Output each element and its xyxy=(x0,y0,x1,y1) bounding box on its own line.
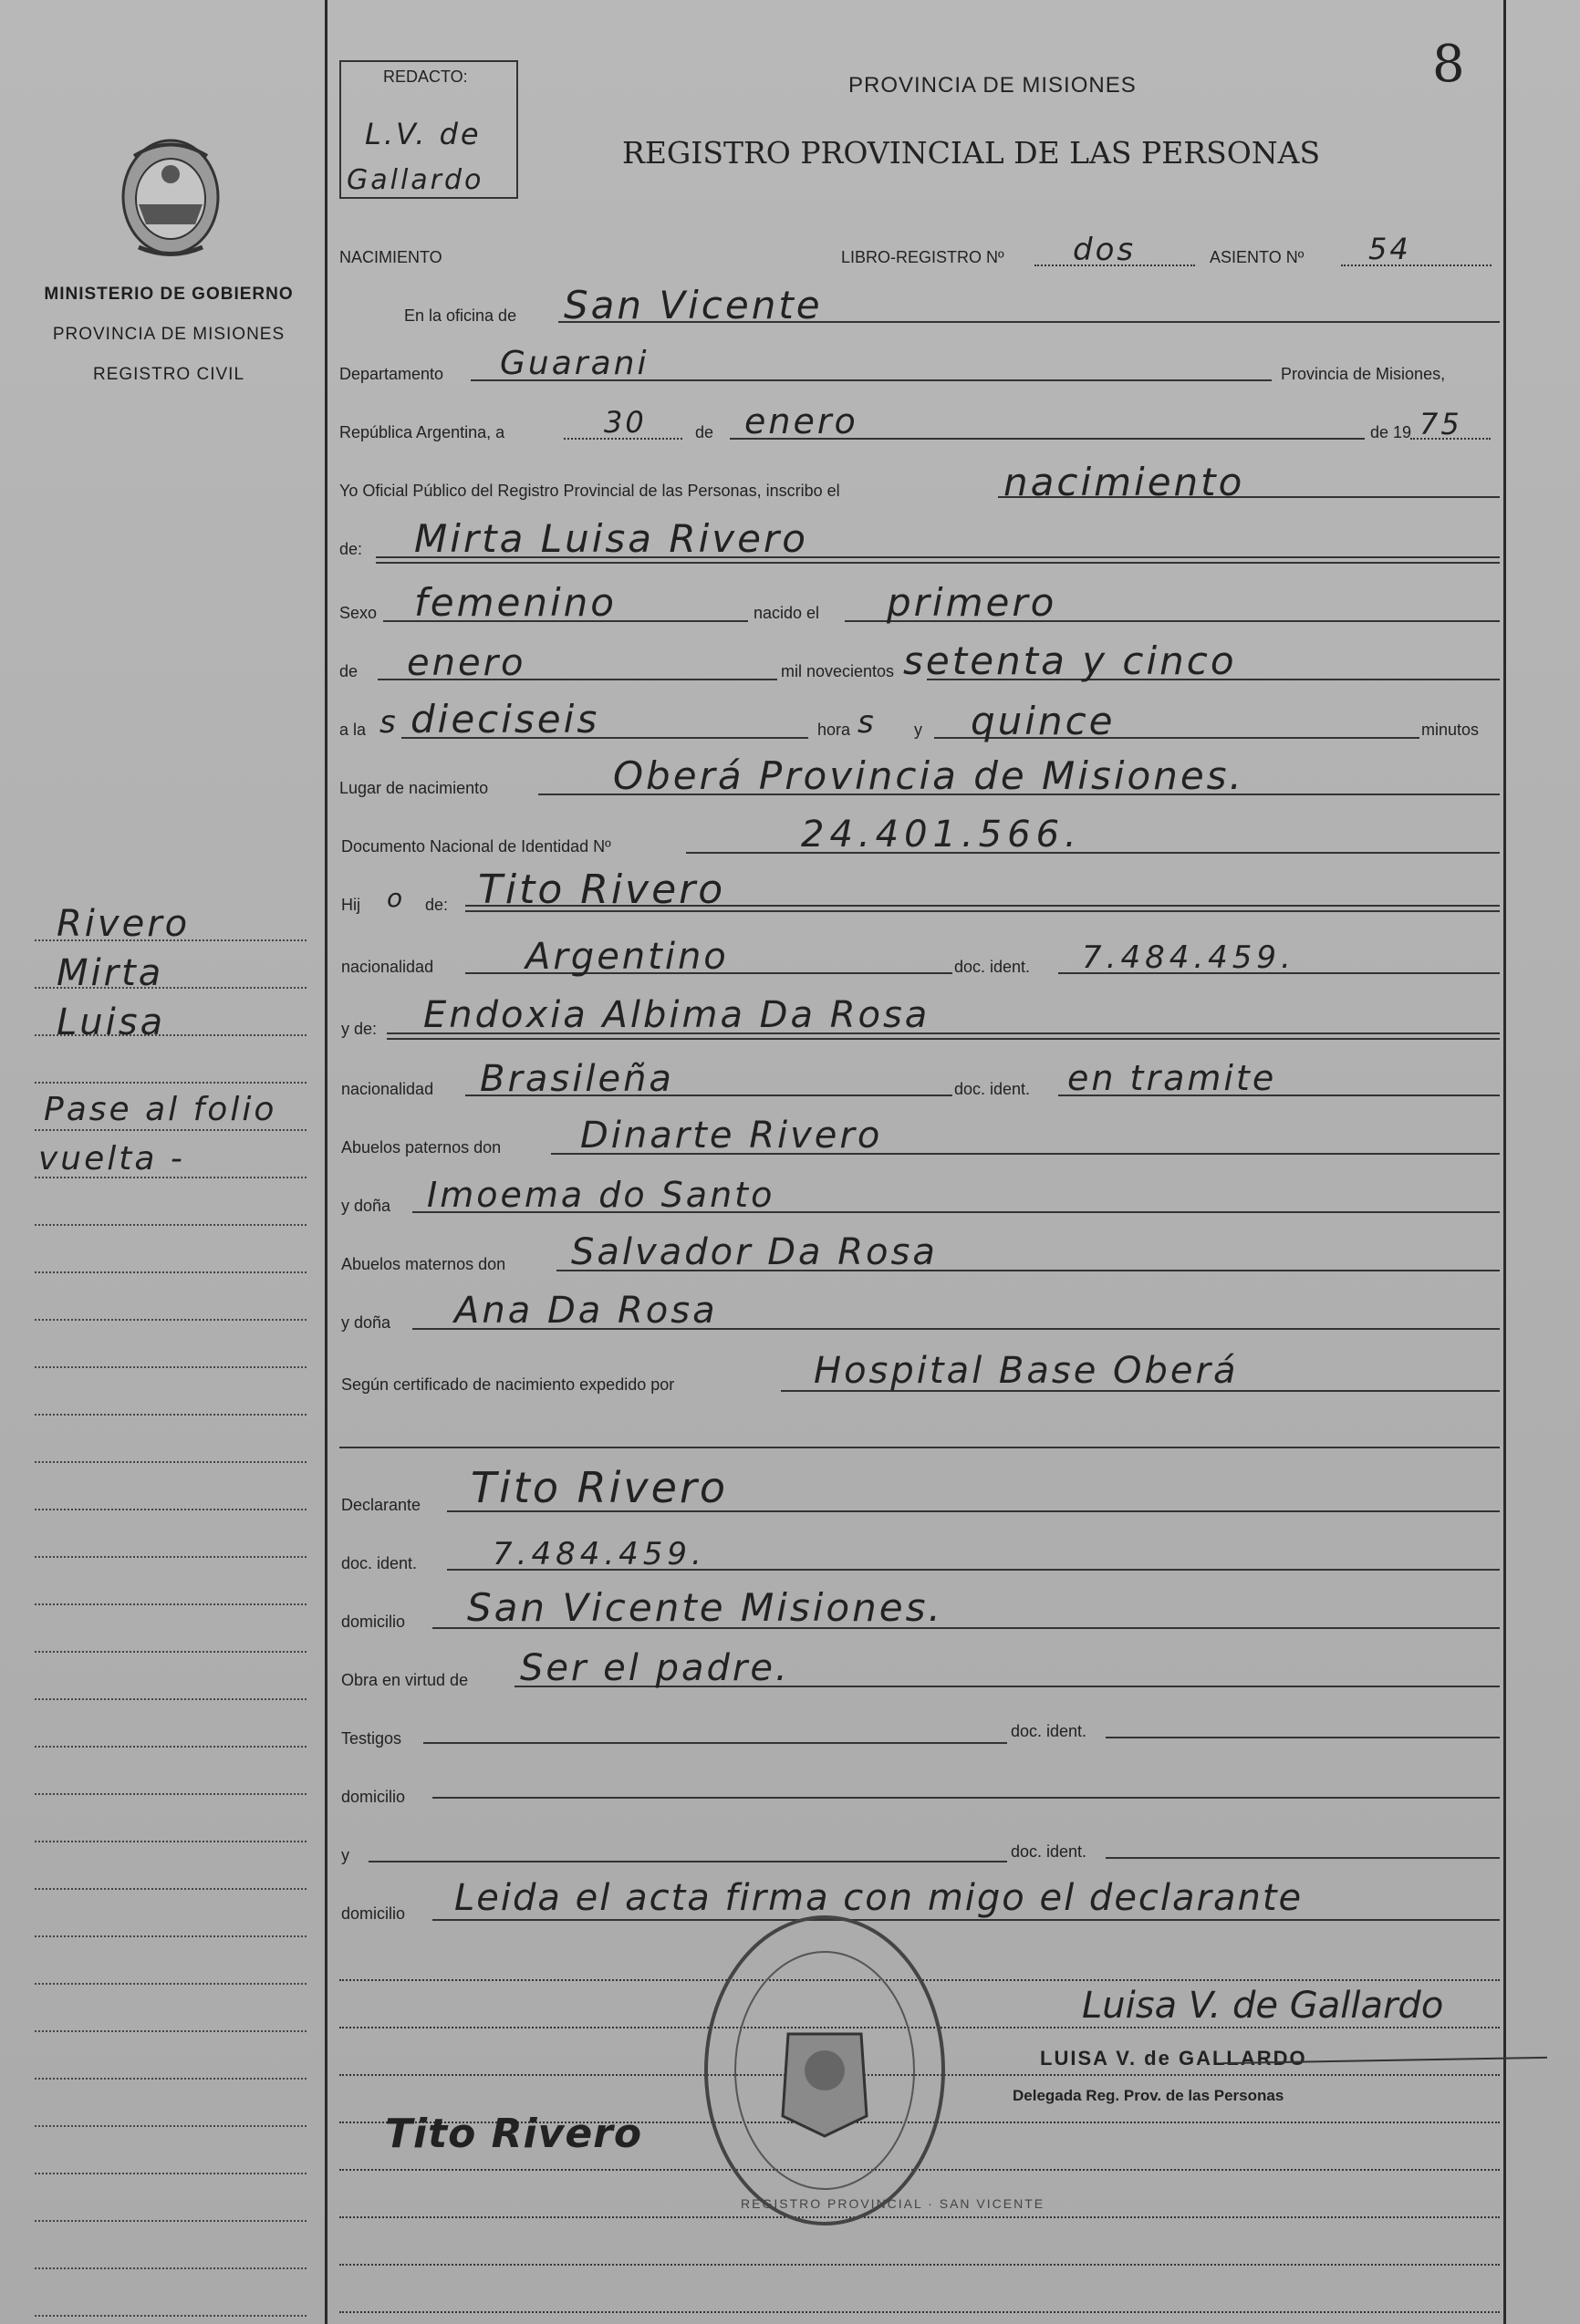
dni-label: Documento Nacional de Identidad Nº xyxy=(341,837,611,856)
madre-doc-value: en tramite xyxy=(1067,1058,1277,1098)
seal-text: REGISTRO PROVINCIAL · SAN VICENTE xyxy=(741,2196,1045,2211)
cert-value: Hospital Base Oberá xyxy=(814,1350,1239,1392)
de-mes-label: de xyxy=(339,662,359,680)
anio-label: de 19 xyxy=(1370,423,1412,441)
redacto-surname: Gallardo xyxy=(347,164,484,196)
minutos-label: minutos xyxy=(1421,721,1480,739)
oficina-label: En la oficina de xyxy=(404,306,517,325)
nombre-value: Mirta Luisa Rivero xyxy=(414,516,808,561)
decl-dom-value: San Vicente Misiones. xyxy=(467,1585,943,1630)
decl-doc-value: 7.484.459. xyxy=(493,1536,706,1572)
de-nombre-label: de: xyxy=(339,540,363,558)
horas-label: hora xyxy=(817,721,851,739)
nacido-label: nacido el xyxy=(754,604,820,622)
oficial-label: Yo Oficial Público del Registro Provincial de las Personas, inscribo el xyxy=(339,482,840,500)
madre-line-double xyxy=(387,1038,1500,1040)
redacto-label: REDACTO: xyxy=(383,67,468,86)
a-la-label: a la xyxy=(339,721,367,739)
sexo-value: femenino xyxy=(414,580,617,625)
margin-firstname: Mirta xyxy=(57,952,164,994)
redacto-initials: L.V. de xyxy=(365,117,482,151)
oficina-value: San Vicente xyxy=(564,283,823,327)
acto-value: nacimiento xyxy=(1003,460,1245,504)
testigos-dom-line xyxy=(432,1797,1500,1799)
hijo-o-value: o xyxy=(387,883,406,913)
padre-doc-label: doc. ident. xyxy=(954,958,1031,976)
margin-middlename: Luisa xyxy=(57,1001,166,1043)
margin-transfer-note: Pase al folio xyxy=(44,1091,277,1128)
margin-line xyxy=(35,1983,307,1985)
testigo2-doc-label: doc. ident. xyxy=(1011,1842,1087,1861)
cert-label: Según certificado de nacimiento expedido por xyxy=(341,1375,675,1394)
margin-line xyxy=(35,2125,307,2127)
dni-value: 24.401.566. xyxy=(801,814,1082,856)
ab-mat-dona-label: y doña xyxy=(341,1313,391,1332)
provincia-label: Provincia de Misiones, xyxy=(1281,365,1446,383)
margin-line xyxy=(35,2315,307,2317)
padre-nac-label: nacionalidad xyxy=(341,958,434,976)
margin-line xyxy=(35,1793,307,1795)
margin-line xyxy=(35,1461,307,1463)
horas-s: s xyxy=(858,704,877,741)
decl-dom-label: domicilio xyxy=(341,1613,406,1631)
testigos-doc-label: doc. ident. xyxy=(1011,1722,1087,1740)
margin-line xyxy=(35,2078,307,2080)
testigo2-doc-line xyxy=(1106,1857,1500,1859)
de-label: de xyxy=(695,423,714,441)
testigos-dom-label: domicilio xyxy=(341,1788,406,1806)
ministry-heading: MINISTERIO DE GOBIERNO xyxy=(44,285,294,304)
sidebar-province: PROVINCIA DE MISIONES xyxy=(52,325,286,344)
departamento-value: Guarani xyxy=(500,345,650,382)
y2-label: y xyxy=(341,1846,349,1864)
madre-nac-label: nacionalidad xyxy=(341,1080,434,1098)
signature-line xyxy=(339,2264,1500,2266)
nac-mes-value: enero xyxy=(407,642,526,684)
min-value: quince xyxy=(971,699,1116,743)
cert-line-2 xyxy=(339,1447,1500,1448)
margin-line xyxy=(35,1414,307,1416)
ab-mat-dona-value: Ana Da Rosa xyxy=(454,1290,718,1332)
margin-line xyxy=(35,1509,307,1510)
nac-anio-value: setenta y cinco xyxy=(903,638,1237,683)
margin-line xyxy=(35,1651,307,1653)
libro-label: LIBRO-REGISTRO Nº xyxy=(841,248,1004,266)
closing-line xyxy=(432,1919,1500,1921)
padre-value: Tito Rivero xyxy=(478,866,726,913)
record-type: NACIMIENTO xyxy=(339,248,442,266)
margin-line xyxy=(35,2030,307,2032)
right-margin-line xyxy=(1503,0,1506,2324)
sidebar-office: REGISTRO CIVIL xyxy=(92,365,245,384)
dia-value: 30 xyxy=(604,405,647,440)
a-la-s: s xyxy=(379,704,399,741)
lugar-value: Oberá Provincia de Misiones. xyxy=(613,753,1244,798)
ab-mat-don-value: Salvador Da Rosa xyxy=(571,1231,938,1273)
nacido-value: primero xyxy=(887,580,1057,625)
margin-line xyxy=(35,2267,307,2269)
margin-line xyxy=(35,2220,307,2222)
mil-label: mil novecientos xyxy=(781,662,895,680)
margin-line xyxy=(35,1841,307,1842)
closing-value: Leida el acta firma con migo el declarante xyxy=(454,1877,1304,1919)
official-title: Delegada Reg. Prov. de las Personas xyxy=(1013,2087,1284,2104)
official-name: LUISA V. de GALLARDO xyxy=(1040,2047,1307,2070)
page-number: 8 xyxy=(1432,35,1465,94)
declarante-label: Declarante xyxy=(341,1496,421,1514)
left-margin-line xyxy=(325,0,327,2324)
asiento-label: ASIENTO Nº xyxy=(1210,248,1305,266)
margin-line xyxy=(35,1888,307,1890)
margin-line xyxy=(35,1319,307,1321)
margin-surname: Rivero xyxy=(57,903,191,945)
margin-line xyxy=(35,1366,307,1368)
ab-pat-label: Abuelos paternos don xyxy=(341,1138,502,1157)
official-signature: Luisa V. de Gallardo xyxy=(1082,1985,1444,2027)
hora-value: dieciseis xyxy=(411,697,600,742)
margin-line xyxy=(35,1224,307,1226)
hijo-de-label: de: xyxy=(425,896,449,914)
departamento-label: Departamento xyxy=(339,365,444,383)
declarante-value: Tito Rivero xyxy=(471,1463,729,1512)
obra-value: Ser el padre. xyxy=(520,1647,790,1689)
sexo-label: Sexo xyxy=(339,604,378,622)
asiento-line xyxy=(1341,265,1492,266)
margin-line xyxy=(35,1556,307,1558)
testigos-doc-line xyxy=(1106,1737,1500,1738)
margin-line xyxy=(35,1082,307,1084)
mes-value: enero xyxy=(744,401,858,441)
margin-line xyxy=(35,1271,307,1273)
madre-value: Endoxia Albima Da Rosa xyxy=(423,994,930,1036)
ab-mat-label: Abuelos maternos don xyxy=(341,1255,506,1273)
testigo2-line xyxy=(369,1861,1007,1862)
hijo-label: Hij xyxy=(341,896,360,914)
anio-value: 75 xyxy=(1419,407,1462,441)
ab-pat-dona-value: Imoema do Santo xyxy=(427,1175,775,1215)
declarant-signature: Tito Rivero xyxy=(385,2111,643,2157)
margin-line xyxy=(35,1746,307,1748)
madre-label: y de: xyxy=(341,1020,378,1038)
lugar-label: Lugar de nacimiento xyxy=(339,779,489,797)
official-seal xyxy=(688,1906,962,2235)
ab-pat-dona-label: y doña xyxy=(341,1197,391,1215)
margin-transfer-note-2: vuelta - xyxy=(38,1140,185,1178)
libro-value: dos xyxy=(1073,232,1137,268)
margin-line xyxy=(35,1935,307,1937)
coat-of-arms-emblem xyxy=(111,133,230,261)
ab-pat-don-value: Dinarte Rivero xyxy=(580,1115,883,1157)
registry-title: REGISTRO PROVINCIAL DE LAS PERSONAS xyxy=(622,135,1321,171)
madre-nac-value: Brasileña xyxy=(480,1058,674,1100)
decl-doc-label: doc. ident. xyxy=(341,1554,418,1572)
testigos-label: Testigos xyxy=(341,1729,402,1748)
nombre-line-double xyxy=(376,562,1500,564)
margin-line xyxy=(35,1603,307,1605)
testigos-line xyxy=(423,1742,1007,1744)
obra-label: Obra en virtud de xyxy=(341,1671,469,1689)
header-province: PROVINCIA DE MISIONES xyxy=(848,73,1137,98)
margin-line xyxy=(35,1129,307,1131)
signature-line xyxy=(339,2311,1500,2313)
closing-dom-label: domicilio xyxy=(341,1904,406,1923)
padre-nac-value: Argentino xyxy=(525,936,729,978)
y-label: y xyxy=(914,721,922,739)
margin-line xyxy=(35,2173,307,2174)
margin-line xyxy=(35,1698,307,1700)
republica-label: República Argentina, a xyxy=(339,423,505,441)
madre-doc-label: doc. ident. xyxy=(954,1080,1031,1098)
asiento-value: 54 xyxy=(1368,232,1411,266)
padre-doc-value: 7.484.459. xyxy=(1082,939,1295,976)
